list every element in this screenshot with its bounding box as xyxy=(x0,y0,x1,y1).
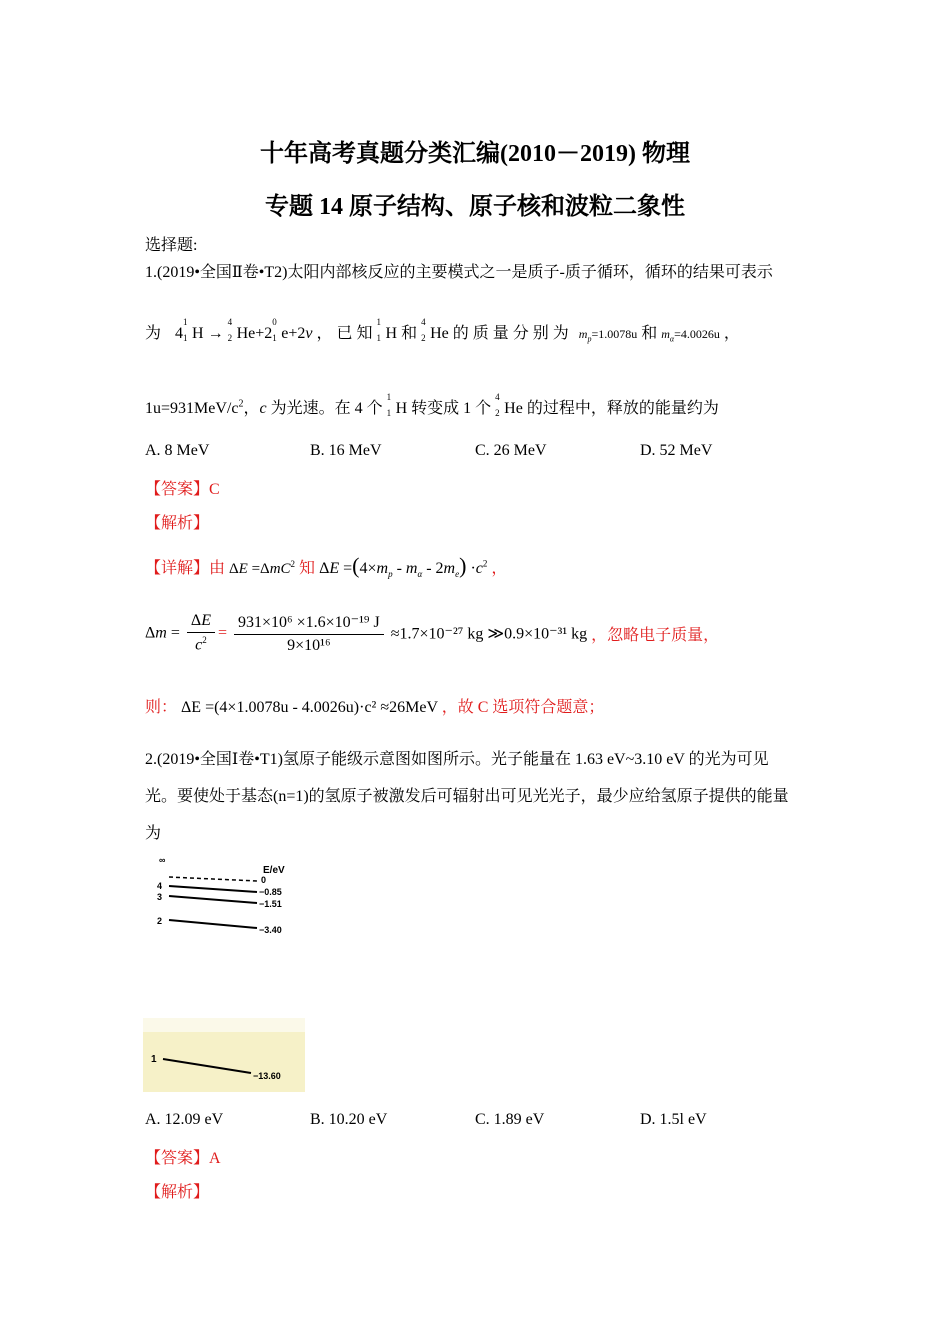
q1-answer: 【答案】C xyxy=(145,481,220,498)
q1-dm-numerator: 931×10⁶ ×1.6×10⁻¹⁹ J xyxy=(234,612,384,635)
diagram-unit: E/eV xyxy=(263,865,285,876)
arrow-icon: → xyxy=(207,325,224,342)
page-title: 十年高考真题分类汇编(2010－2019) 物理 xyxy=(260,141,690,167)
section-label: 选择题: xyxy=(145,237,198,254)
q1-dm-denominator: 9×10¹⁶ xyxy=(287,637,331,654)
q2-option-b: B. 10.20 eV xyxy=(310,1111,388,1128)
q1-dm-note: ，忽略电子质量， xyxy=(591,627,720,644)
level-line-3 xyxy=(169,896,257,903)
page-subtitle: 专题 14 原子结构、原子核和波粒二象性 xyxy=(265,194,685,220)
level-line-4 xyxy=(169,886,257,892)
level-e-4: −0.85 xyxy=(259,887,282,897)
energy-level-diagram-top xyxy=(145,855,305,940)
q1-eq-known: ， 已 知 xyxy=(316,325,373,342)
level-e-1: −13.60 xyxy=(253,1071,281,1081)
level-e-2: −3.40 xyxy=(259,925,282,935)
q2-option-d: D. 1.5l eV xyxy=(640,1111,707,1128)
q2-line3: 为 xyxy=(145,825,162,842)
energy-level-diagram-bottom xyxy=(143,1018,305,1092)
level-line-inf xyxy=(169,877,257,881)
q1-option-d: D. 52 MeV xyxy=(640,442,713,459)
q2-option-a: A. 12.09 eV xyxy=(145,1111,224,1128)
q1-mp-value: =1.0078u xyxy=(591,327,638,341)
level-n-1: 1 xyxy=(151,1054,157,1065)
q1-then-expr: ΔE =(4×1.0078u - 4.0026u)·c² ≈26MeV xyxy=(181,699,438,716)
q1-analysis: 【解析】 xyxy=(145,515,210,532)
q1-detail-line: 【详解】由 ΔE =ΔmC$^2$ 知 $\Delta E =(4\times m_p - m_\alpha - 2m_e) \cdot c^2$ ， xyxy=(145,553,508,580)
q1-eq-and: 和 xyxy=(401,325,418,342)
q1-reaction: 4 1 1 H → 4 2 He+2 0 1 e+2ν xyxy=(175,317,313,343)
q2-analysis: 【解析】 xyxy=(145,1184,210,1201)
level-n-inf: ∞ xyxy=(159,855,166,865)
q1-then-line: 则： ΔE =(4×1.0078u - 4.0026u)·c² ≈26MeV ，故 C 选项符合题意； xyxy=(145,699,605,716)
q1-option-a: A. 8 MeV xyxy=(145,442,210,459)
q1-option-c: C. 26 MeV xyxy=(475,442,547,459)
level-n-4: 4 xyxy=(157,881,163,891)
q1-line3: $1u=931MeV/c^2$，c 为光速。在 4 个 1 1 H 转变成 1 个 4 2 He 的过程中，释放的能量约为 xyxy=(145,392,719,418)
q1-dm-line: Δm = $\frac{\Delta E}{c^2}$ = $\frac{\text{931×10⁶ ×1.6×10⁻¹⁹ J}}{\text{9×10¹⁶}}$ ≈1.7×10⁻²⁷ kg ≫0.9×10⁻³¹ kg ，忽略电子质量， xyxy=(145,612,720,654)
q1-stem: 1.(2019•全国Ⅱ卷•T2)太阳内部核反应的主要模式之一是质子-质子循环，循环的结果可表示 xyxy=(145,264,773,281)
q2-line2: 光。要使处于基态(n=1)的氢原子被激发后可辐射出可见光光子，最少应给氢原子提供的能量 xyxy=(145,788,789,805)
q2-answer: 【答案】A xyxy=(145,1150,221,1167)
q1-eq-prefix: 为 xyxy=(145,325,162,342)
q1-dm-result: ≈1.7×10⁻²⁷ kg ≫0.9×10⁻³¹ kg xyxy=(390,625,588,643)
level-n-3: 3 xyxy=(157,892,163,902)
level-e-3: −1.51 xyxy=(259,899,282,909)
q1-equation-line: 为 4 1 1 H → 4 2 He+2 0 1 e+2ν ， 已 知 1 1 H 和 4 2 He 的 质 量 分 别 为 $m_p=1.0078u$ 和 $m_\alpha=4.0026u$ ， xyxy=(145,317,740,344)
level-n-2: 2 xyxy=(157,916,163,926)
q1-ma-value: =4.0026u xyxy=(674,327,720,341)
level-e-inf: 0 xyxy=(261,875,267,885)
q1-and2: 和 xyxy=(641,325,658,342)
q1-option-b: B. 16 MeV xyxy=(310,442,382,459)
q2-option-c: C. 1.89 eV xyxy=(475,1111,545,1128)
q2-line1: 2.(2019•全国Ⅰ卷•T1)氢原子能级示意图如图所示。光子能量在 1.63 eV~3.10 eV 的光为可见 xyxy=(145,751,769,768)
q1-mass-text: 的 质 量 分 别 为 xyxy=(452,325,569,342)
level-line-2 xyxy=(169,920,257,928)
